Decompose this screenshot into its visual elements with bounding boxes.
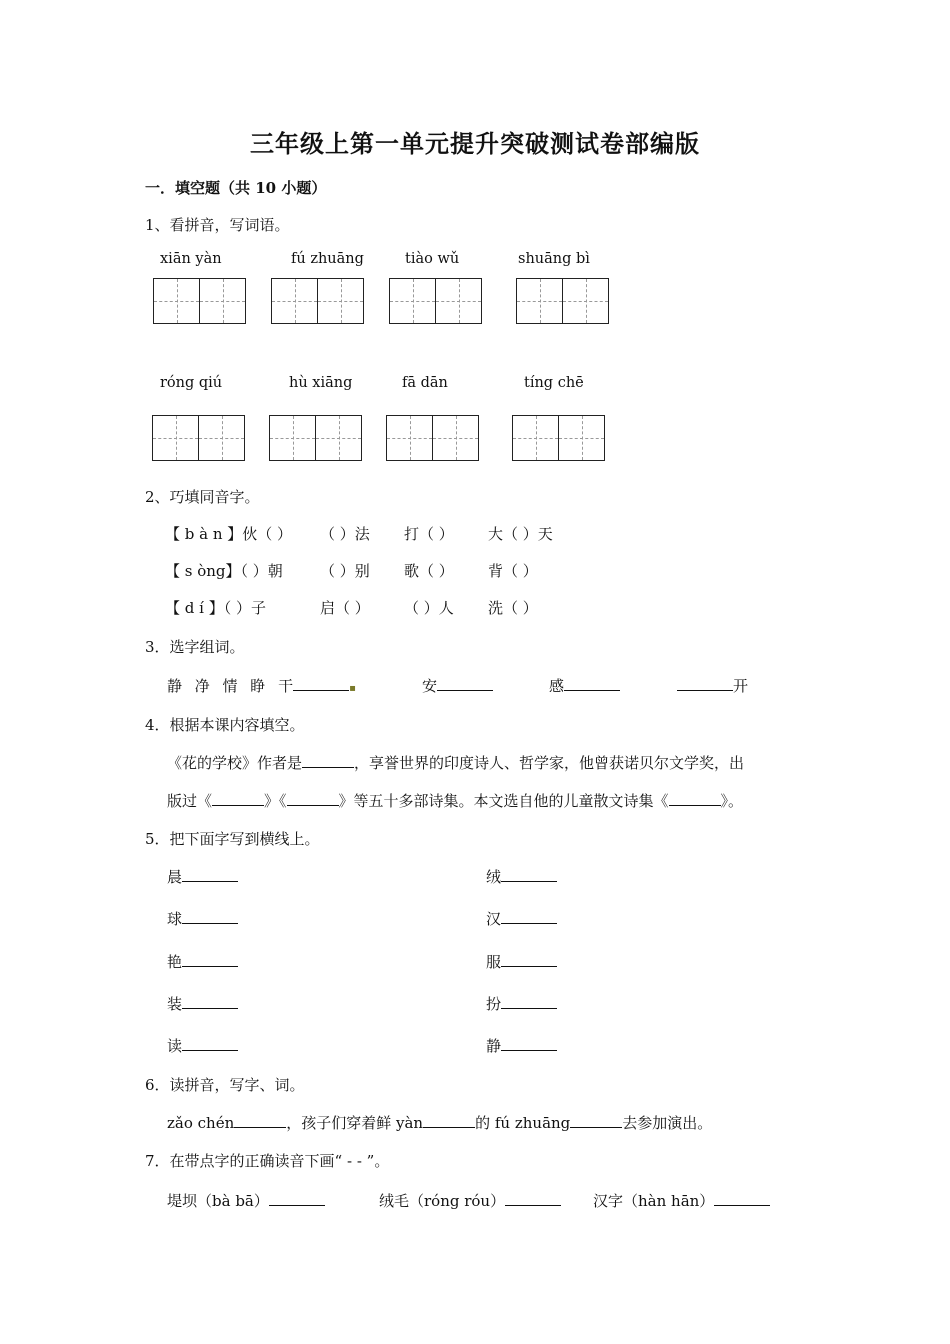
- copy-char: 晨: [167, 868, 183, 886]
- answer-blank[interactable]: [501, 908, 557, 924]
- answer-blank[interactable]: [182, 951, 238, 967]
- q3-label: 3．选字组词。: [145, 638, 245, 656]
- copy-item: [167, 951, 238, 972]
- homophone-item: 打（ ）: [404, 525, 454, 543]
- pinyin-7: fā dān: [402, 375, 448, 391]
- copy-char: 装: [167, 995, 183, 1013]
- q6-text: zǎo chén: [167, 1114, 235, 1132]
- word-prefix: 安: [422, 677, 438, 695]
- copy-item: [486, 908, 557, 929]
- copy-char: 扮: [486, 995, 502, 1013]
- q4-line1: [167, 752, 744, 773]
- homophone-item: 背（ ）: [488, 562, 538, 580]
- q6-text: 的 fú zhuāng: [475, 1114, 571, 1132]
- homophone-item: 【 b à n 】伙（ ）: [165, 525, 293, 543]
- writing-grid[interactable]: [386, 415, 479, 461]
- pinyin-1: xiān yàn: [160, 251, 222, 267]
- homophone-item: 歌（ ）: [404, 562, 454, 580]
- copy-item: [486, 993, 557, 1014]
- page-title: 三年级上第一单元提升突破测试卷部编版: [250, 129, 700, 158]
- copy-item: [167, 1035, 238, 1056]
- pinyin-8: tíng chē: [524, 375, 584, 391]
- answer-blank[interactable]: [437, 675, 493, 691]
- answer-blank[interactable]: [182, 1035, 238, 1051]
- reading-text: 堤坝（bà bā）: [167, 1192, 269, 1210]
- q6-text: 去参加演出。: [622, 1114, 713, 1132]
- answer-blank[interactable]: [570, 1112, 622, 1128]
- answer-blank[interactable]: [501, 951, 557, 967]
- word-item: [677, 675, 748, 696]
- homophone-item: 洗（ ）: [488, 599, 538, 617]
- copy-char: 球: [167, 910, 183, 928]
- answer-blank[interactable]: [182, 993, 238, 1009]
- answer-blank[interactable]: [677, 675, 733, 691]
- homophone-item: （ ）别: [320, 562, 370, 580]
- answer-blank[interactable]: [505, 1190, 561, 1206]
- section-heading: 一．填空题（共 10 小题）: [145, 179, 327, 197]
- copy-char: 汉: [486, 910, 502, 928]
- reading-item: [167, 1190, 325, 1211]
- q6-text: ，孩子们穿着鲜 yàn: [286, 1114, 424, 1132]
- answer-blank[interactable]: [302, 752, 354, 768]
- answer-blank[interactable]: [234, 1112, 286, 1128]
- word-item: [549, 675, 620, 696]
- copy-item: [167, 993, 238, 1014]
- copy-char: 服: [486, 953, 502, 971]
- pinyin-4: shuāng bì: [518, 251, 590, 267]
- reading-item: [593, 1190, 770, 1211]
- q5-label: 5．把下面字写到横线上。: [145, 830, 320, 848]
- copy-item: [486, 866, 557, 887]
- copy-item: [486, 1035, 557, 1056]
- reading-text: 汉字（hàn hān）: [593, 1192, 715, 1210]
- char-choices: [167, 675, 356, 696]
- writing-grid[interactable]: [271, 278, 364, 324]
- answer-blank[interactable]: [182, 866, 238, 882]
- copy-char: 绒: [486, 868, 502, 886]
- homophone-item: （ ）法: [320, 525, 370, 543]
- homophone-item: （ ）人: [404, 599, 454, 617]
- q4-text: 《花的学校》作者是: [167, 754, 303, 772]
- answer-blank[interactable]: [501, 866, 557, 882]
- pinyin-2: fú zhuāng: [291, 251, 364, 267]
- homophone-item: 【 s òng】（ ）朝: [165, 562, 283, 580]
- q4-text: ，享誉世界的印度诗人、哲学家，他曾获诺贝尔文学奖，出: [354, 754, 745, 772]
- q4-text: 》等五十多部诗集。本文选自他的儿童散文诗集《: [338, 792, 669, 810]
- word-suffix: 开: [733, 677, 749, 695]
- pinyin-5: róng qiú: [160, 375, 223, 391]
- answer-blank[interactable]: [564, 675, 620, 691]
- answer-blank[interactable]: [714, 1190, 770, 1206]
- q4-line2: [167, 790, 743, 811]
- q4-text: 》《: [264, 792, 287, 810]
- q4-text: 》。: [720, 792, 744, 810]
- word-prefix: 感: [549, 677, 565, 695]
- writing-grid[interactable]: [516, 278, 609, 324]
- answer-blank[interactable]: [293, 675, 349, 691]
- copy-item: [486, 951, 557, 972]
- writing-grid[interactable]: [512, 415, 605, 461]
- word-item: [422, 675, 493, 696]
- pinyin-3: tiào wǔ: [405, 251, 460, 267]
- reading-text: 绒毛（róng róu）: [379, 1192, 506, 1210]
- pinyin-6: hù xiāng: [289, 375, 353, 391]
- answer-blank[interactable]: [287, 790, 339, 806]
- q4-text: 版过《: [167, 792, 213, 810]
- answer-blank[interactable]: [501, 1035, 557, 1051]
- answer-blank[interactable]: [423, 1112, 475, 1128]
- mark: ▪: [349, 683, 356, 694]
- q2-label: 2、巧填同音字。: [145, 488, 260, 506]
- q1-label: 1、看拼音，写词语。: [145, 216, 290, 234]
- copy-item: [167, 866, 238, 887]
- char-choices-text: 静 净 情 睁 干: [167, 677, 294, 695]
- copy-item: [167, 908, 238, 929]
- homophone-item: 启（ ）: [320, 599, 370, 617]
- answer-blank[interactable]: [669, 790, 721, 806]
- answer-blank[interactable]: [501, 993, 557, 1009]
- answer-blank[interactable]: [212, 790, 264, 806]
- writing-grid[interactable]: [389, 278, 482, 324]
- homophone-item: 大（ ）天: [488, 525, 553, 543]
- answer-blank[interactable]: [182, 908, 238, 924]
- copy-char: 读: [167, 1037, 183, 1055]
- q6-sentence: [167, 1112, 712, 1133]
- q6-label: 6．读拼音，写字、词。: [145, 1076, 305, 1094]
- q7-label: 7．在带点字的正确读音下画“ - - ”。: [145, 1152, 390, 1170]
- answer-blank[interactable]: [269, 1190, 325, 1206]
- reading-item: [379, 1190, 561, 1211]
- writing-grid[interactable]: [269, 415, 362, 461]
- writing-grid[interactable]: [153, 278, 246, 324]
- homophone-item: 【 d í 】（ ）子: [165, 599, 266, 617]
- copy-char: 艳: [167, 953, 183, 971]
- copy-char: 静: [486, 1037, 502, 1055]
- writing-grid[interactable]: [152, 415, 245, 461]
- q4-label: 4．根据本课内容填空。: [145, 716, 305, 734]
